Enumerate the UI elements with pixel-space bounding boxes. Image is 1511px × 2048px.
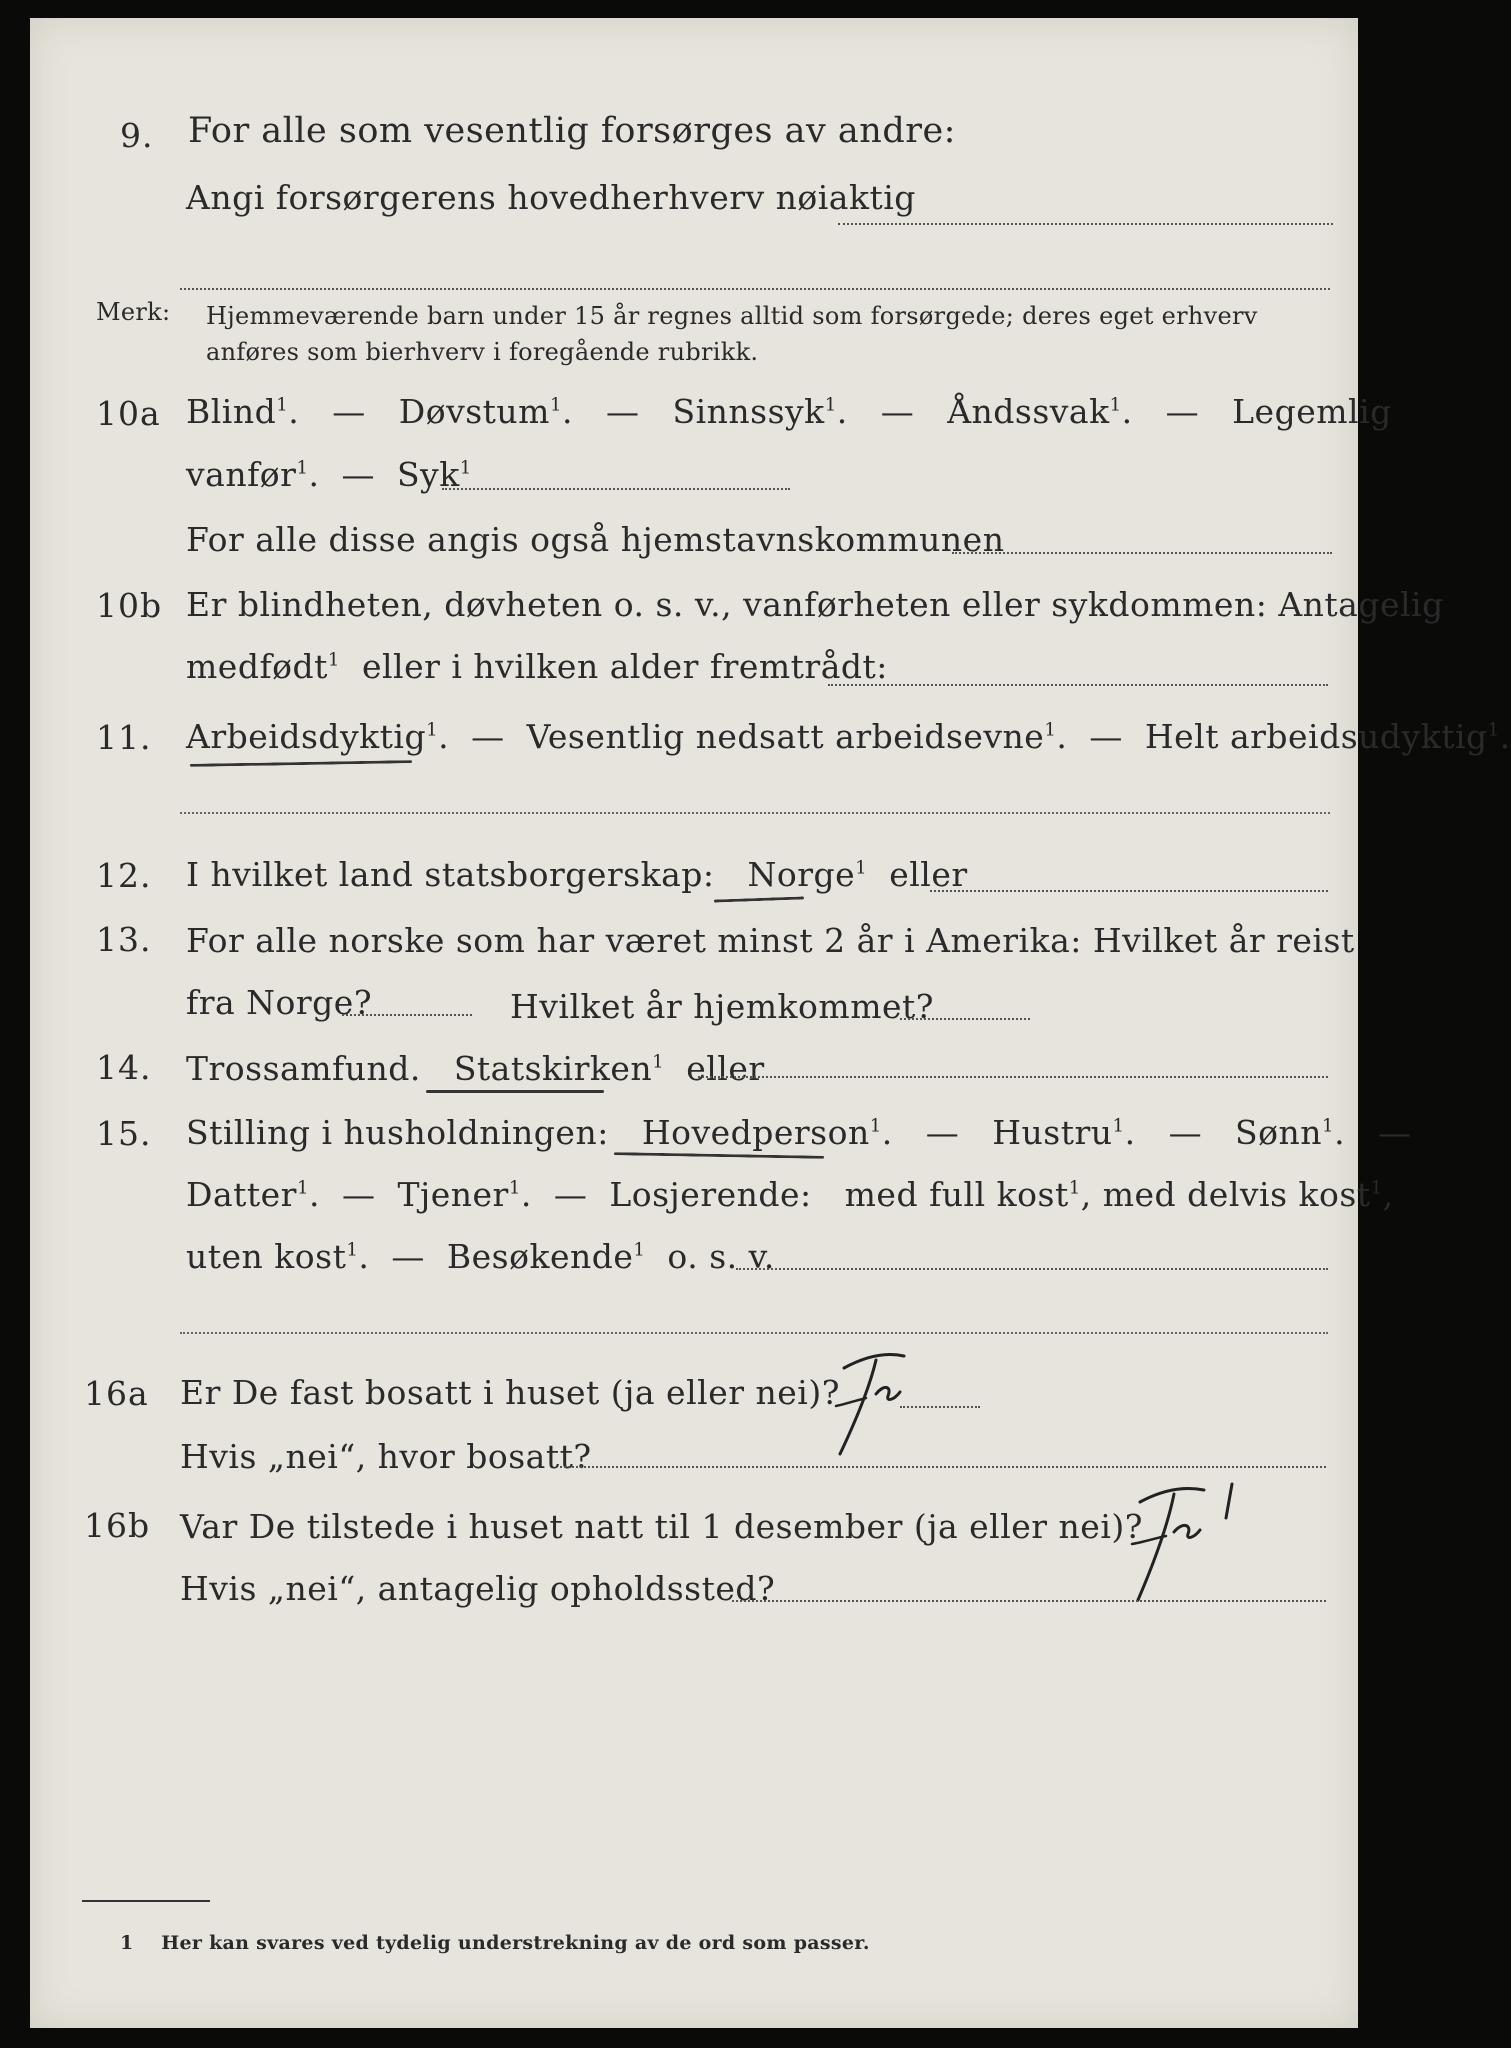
footnote-mark: 1	[120, 1932, 134, 1954]
q11-extra-line[interactable]	[180, 812, 1330, 814]
q9-line2: Angi forsørgerens hovedherhverv nøiaktig	[186, 178, 916, 217]
merk-line1: Hjemmeværende barn under 15 år regnes alltid som forsørgede; deres eget erhverv	[206, 302, 1258, 330]
underline-hovedperson	[614, 1152, 824, 1159]
q15-line3: uten kost$^1$. — Besøkende$^1$ o. s. v.	[186, 1237, 775, 1276]
q16b-number: 16b	[84, 1506, 151, 1545]
option-datter[interactable]: Datter	[186, 1175, 297, 1214]
q13-number: 13.	[96, 920, 152, 959]
merk-label: Merk:	[96, 298, 171, 326]
footnote-text: Her kan svares ved tydelig understrekning av de ord som passer.	[161, 1932, 870, 1954]
q10b-line2: medfødt$^1$ eller i hvilken alder fremtrådt:	[186, 647, 888, 686]
q12-number: 12.	[96, 856, 152, 895]
q10a-hjemstavn: For alle disse angis også hjemstavnskommunen	[186, 520, 1005, 559]
option-arbeidsudyktig[interactable]: Helt arbeidsudyktig	[1144, 717, 1488, 756]
option-dovstum[interactable]: Døvstum	[398, 392, 550, 431]
q16b-line1: Var De tilstede i huset natt til 1 desember (ja eller nei)?	[180, 1507, 1143, 1546]
q12-line: I hvilket land statsborgerskap: Norge$^1$ eller	[186, 855, 968, 894]
q16b-line2: Hvis „nei“, antagelig opholdssted?	[180, 1569, 776, 1608]
merk-line2: anføres som bierhverv i foregående rubrikk.	[206, 338, 759, 366]
q15-number: 15.	[96, 1114, 152, 1153]
q14-answer-line[interactable]	[698, 1076, 1328, 1078]
q13-line2b: Hvilket år hjemkommet?	[510, 987, 934, 1026]
census-form-page	[30, 18, 1511, 2028]
q10b-number: 10b	[96, 586, 163, 625]
option-sonn[interactable]: Sønn	[1235, 1113, 1323, 1152]
option-sinnssyk[interactable]: Sinnssyk	[672, 392, 825, 431]
option-nedsatt-arbeidsevne[interactable]: Vesentlig nedsatt arbeidsevne	[526, 717, 1045, 756]
option-hovedperson[interactable]: Hovedperson	[641, 1113, 870, 1152]
q10a-line1: Blind$^1$. — Døvstum$^1$. — Sinnssyk$^1$. — Åndssvak$^1$. — Legemlig	[186, 392, 1392, 431]
option-vanfor[interactable]: vanfør	[186, 455, 297, 494]
q9-number: 9.	[120, 116, 154, 155]
footnote-separator	[82, 1900, 210, 1902]
q12-answer-line[interactable]	[930, 890, 1328, 892]
q11-number: 11.	[96, 718, 152, 757]
option-besokende[interactable]: Besøkende	[446, 1237, 634, 1276]
option-uten-kost[interactable]: uten kost	[186, 1237, 347, 1276]
q15-extra-line[interactable]	[180, 1332, 1328, 1334]
q10a-syk-line[interactable]	[442, 488, 790, 490]
option-andssvak[interactable]: Åndssvak	[947, 392, 1110, 431]
q15-line2: Datter$^1$. — Tjener$^1$. — Losjerende: med full kost$^1$, med delvis kost$^1$,	[186, 1175, 1394, 1214]
option-legemlig[interactable]: Legemlig	[1232, 392, 1392, 431]
option-blind[interactable]: Blind	[186, 392, 277, 431]
q11-line: Arbeidsdyktig$^1$. — Vesentlig nedsatt arbeidsevne$^1$. — Helt arbeidsudyktig$^1$.	[186, 717, 1511, 756]
q13-hjemkommet-line[interactable]	[900, 1018, 1030, 1020]
q9-line1: For alle som vesentlig forsørges av andre:	[188, 111, 956, 151]
q16a-number: 16a	[84, 1374, 149, 1413]
q16b-opholdssted-line[interactable]	[732, 1600, 1326, 1602]
option-hustru[interactable]: Hustru	[992, 1113, 1113, 1152]
underline-arbeidsdyktig	[190, 760, 412, 767]
q14-number: 14.	[96, 1048, 152, 1087]
q16b-handwritten-ja	[1100, 1478, 1250, 1618]
underline-norge	[714, 896, 804, 902]
q10a-line2: vanfør$^1$. — Syk$^1$	[186, 455, 472, 494]
underline-statskirken	[426, 1090, 604, 1093]
q16a-line2: Hvis „nei“, hvor bosatt?	[180, 1437, 592, 1476]
q9-extra-line[interactable]	[180, 288, 1330, 290]
q16a-bosatt-line[interactable]	[560, 1466, 1326, 1468]
q10a-number: 10a	[96, 394, 161, 433]
q15-line1: Stilling i husholdningen: Hovedperson$^1$. — Hustru$^1$. — Sønn$^1$. —	[186, 1113, 1412, 1152]
q16a-answer-line[interactable]	[900, 1406, 980, 1408]
option-norge[interactable]: Norge	[747, 855, 856, 894]
option-tjener[interactable]: Tjener	[397, 1175, 509, 1214]
q13-line1: For alle norske som har været minst 2 år i Amerika: Hvilket år reist	[186, 921, 1355, 960]
option-arbeidsdyktig[interactable]: Arbeidsdyktig	[186, 717, 427, 756]
q15-answer-line[interactable]	[736, 1268, 1328, 1270]
q13-reist-line[interactable]	[342, 1014, 472, 1016]
q14-line: Trossamfund. Statskirken$^1$ eller	[186, 1049, 765, 1088]
footnote	[120, 1934, 870, 1953]
q16a-line1: Er De fast bosatt i huset (ja eller nei)?	[180, 1373, 840, 1412]
option-statskirken[interactable]: Statskirken	[453, 1049, 653, 1088]
q10b-line1: Er blindheten, døvheten o. s. v., vanførheten eller sykdommen: Antagelig	[186, 585, 1444, 624]
option-full-kost[interactable]: med full kost	[844, 1175, 1069, 1214]
option-delvis-kost[interactable]: med delvis kost	[1102, 1175, 1371, 1214]
q10a-hjemstavn-line[interactable]	[952, 552, 1332, 554]
q10b-answer-line[interactable]	[828, 684, 1328, 686]
q13-line2: fra Norge?	[186, 983, 373, 1022]
option-medfodt[interactable]: medfødt	[186, 647, 328, 686]
q9-answer-line[interactable]	[838, 223, 1333, 225]
option-syk[interactable]: Syk	[396, 455, 460, 494]
